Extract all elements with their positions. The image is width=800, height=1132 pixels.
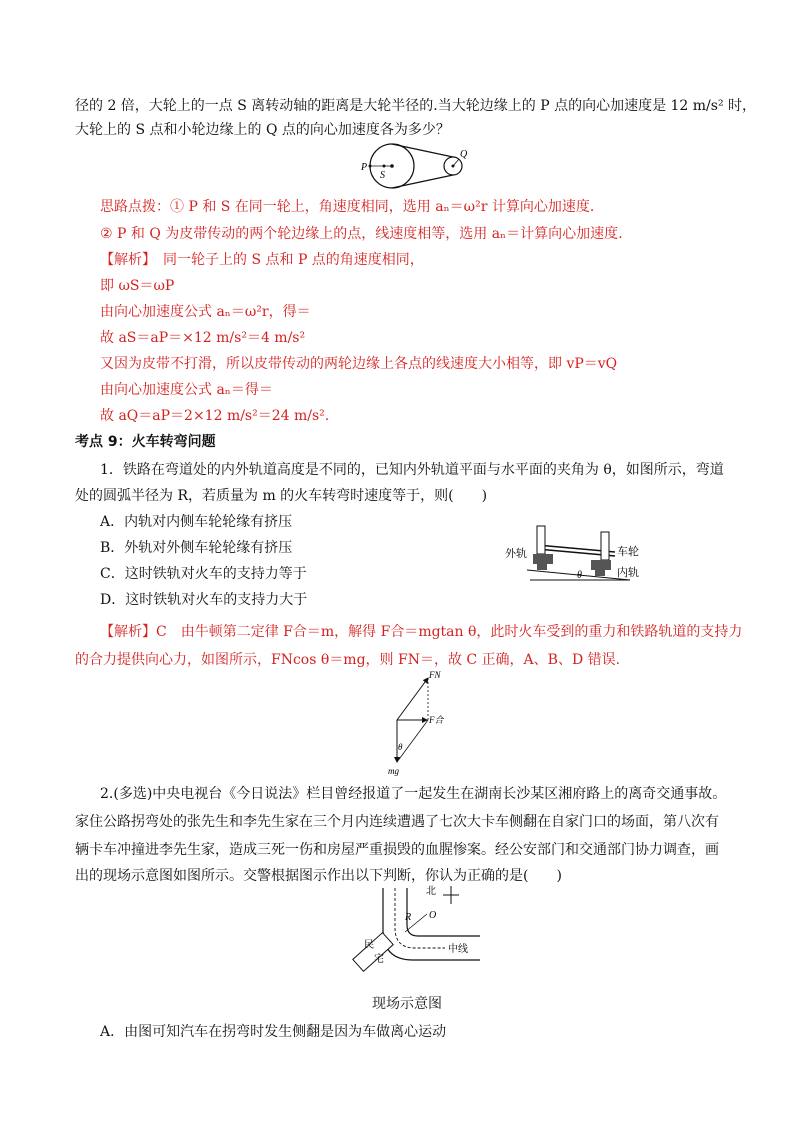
scene-diagram <box>345 880 485 986</box>
option-d: D．这时铁轨对火车的支持力大于 <box>100 592 308 608</box>
hint-text: ② P 和 Q 为皮带传动的两个轮边缘上的点，线速度相等，选用 aₙ＝计算向心加速度. <box>100 226 623 242</box>
solution-text: 由向心加速度公式 aₙ＝ω²r，得＝ <box>100 304 311 320</box>
figure-caption: 现场示意图 <box>372 996 442 1012</box>
rail-figure <box>505 520 655 586</box>
option-b: B．外轨对外侧车轮轮缘有挤压 <box>100 540 293 556</box>
label-q: Q <box>460 149 468 160</box>
house-char-2: 宅 <box>374 954 384 965</box>
option-c: C．这时铁轨对火车的支持力等于 <box>100 566 307 582</box>
solution-text: 的合力提供向心力，如图所示，FNcos θ＝mg，则 FN＝，故 C 正确，A、B、D 错误. <box>75 652 621 668</box>
r-label: R <box>405 912 412 923</box>
wheel-label: 车轮 <box>617 546 639 558</box>
problem-text: 大轮上的 S 点和小轮边缘上的 Q 点的向心加速度各为多少？ <box>75 122 450 138</box>
center-line-label: 中线 <box>448 944 468 955</box>
label-p: P <box>361 162 368 173</box>
hint-text: 思路点拨：① P 和 S 在同一轮上，角速度相同，选用 aₙ＝ω²r 计算向心加速度. <box>100 199 595 215</box>
inner-rail-label: 内轨 <box>617 567 639 579</box>
question-text: 2.(多选)中央电视台《今日说法》栏目曾经报道了一起发生在湖南长沙某区湘府路上的离奇交通事故。 <box>100 786 727 802</box>
o-label: O <box>429 910 437 921</box>
fn-label: FN <box>429 670 441 680</box>
theta-label: θ <box>398 742 403 752</box>
solution-text: 故 aQ＝aP＝2×12 m/s²＝24 m/s². <box>100 408 330 424</box>
belt-pulley-figure <box>360 140 480 192</box>
solution-text: 由向心加速度公式 aₙ＝得＝ <box>100 382 273 398</box>
solution-text: 故 aS＝aP＝×12 m/s²＝4 m/s² <box>100 330 306 346</box>
question-text: 处的圆弧半径为 R，若质量为 m 的火车转弯时速度等于，则( ) <box>75 488 488 504</box>
outer-rail-label: 外轨 <box>505 548 527 560</box>
question-text: 家住公路拐弯处的张先生和李先生家在三个月内连续遭遇了七次大卡车侧翻在自家门口的场面，第八次有 <box>75 814 719 830</box>
theta-label: θ <box>577 570 582 581</box>
question-text: 辆卡车冲撞进李先生家，造成三死一伤和房屋严重损毁的血腥惨案。经公安部门和交通部门协力调查，画 <box>75 842 719 858</box>
force-diagram <box>385 670 445 778</box>
solution-text: 【解析】C 由牛顿第二定律 F合＝m，解得 F合＝mgtan θ，此时火车受到的重力和铁路轨道的支持力 <box>100 624 743 640</box>
section-title: 考点 9：火车转弯问题 <box>75 434 216 450</box>
house-char-1: 民 <box>364 940 374 951</box>
solution-text: 又因为皮带不打滑，所以皮带传动的两轮边缘上各点的线速度大小相等，即 vP＝vQ <box>100 356 618 372</box>
solution-text: 即 ωS＝ωP <box>100 278 175 294</box>
option-a: A．内轨对内侧车轮轮缘有挤压 <box>100 514 293 530</box>
mg-label: mg <box>388 766 399 776</box>
question-text: 1．铁路在弯道处的内外轨道高度是不同的，已知内外轨道平面与水平面的夹角为 θ，如图所示，弯道 <box>100 462 724 478</box>
north-label: 北 <box>426 886 436 897</box>
question-text: 出的现场示意图如图所示。交警根据图示作出以下判断，你认为正确的是( ) <box>75 868 562 884</box>
problem-text: 径的 2 倍，大轮上的一点 S 离转动轴的距离是大轮半径的.当大轮边缘上的 P 点的向心加速度是 12 m/s² 时， <box>75 98 757 114</box>
solution-text: 【解析】 同一轮子上的 S 点和 P 点的角速度相同， <box>100 252 424 268</box>
fhe-label: F合 <box>429 715 444 725</box>
label-s: S <box>380 170 385 181</box>
option-a: A．由图可知汽车在拐弯时发生侧翻是因为车做离心运动 <box>100 1024 447 1040</box>
